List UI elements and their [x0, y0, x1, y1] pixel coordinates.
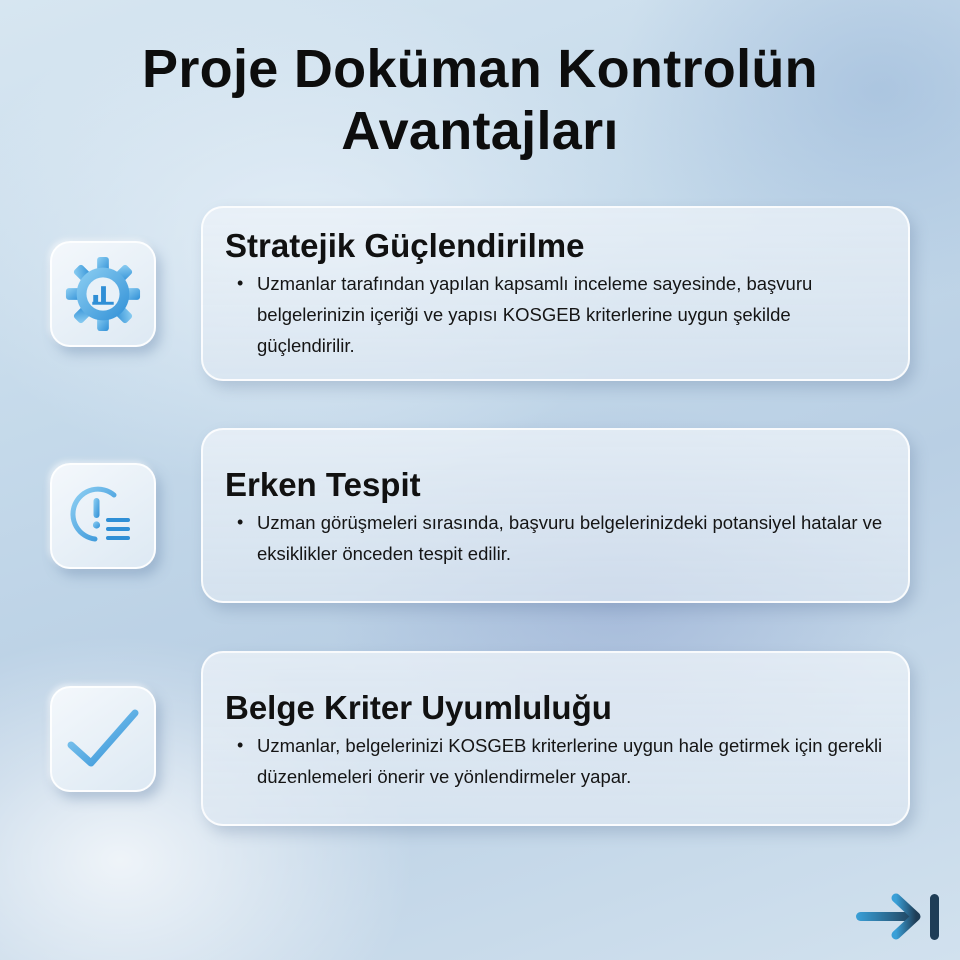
card-heading: Stratejik Güçlendirilme [225, 227, 585, 264]
gear-chart-icon [50, 241, 156, 347]
bullet-item: • Uzman görüşmeleri sırasında, başvuru belgelerinizdeki potansiyel hatalar ve eksiklikler önceden tespit edilir. [225, 507, 884, 569]
bullet-list [225, 268, 884, 361]
page-title-line1: Proje Doküman Kontrolün [142, 39, 818, 99]
alert-list-icon [50, 463, 156, 569]
card-heading: Belge Kriter Uyumluluğu [225, 689, 612, 726]
bullet-item: • Uzmanlar, belgelerinizi KOSGEB kriterlerine uygun hale getirmek için gerekli düzenlemeleri önerir ve yönlendirmeler yapar. [225, 730, 884, 792]
page-title [0, 38, 960, 162]
benefit-card-early-detection [201, 428, 910, 603]
page-title-line2: Avantajları [341, 101, 619, 161]
bullet-list [225, 730, 884, 792]
bullet-item: • Uzmanlar tarafından yapılan kapsamlı inceleme sayesinde, başvuru belgelerinizin içeriği ve yapısı KOSGEB kriterlerine uygun şekilde güçlendirilir. [225, 268, 884, 361]
arrow-right-to-bar-icon [852, 890, 944, 942]
card-heading: Erken Tespit [225, 466, 421, 503]
benefit-card-criteria-compliance [201, 651, 910, 826]
checkmark-icon [50, 686, 156, 792]
bullet-list [225, 507, 884, 569]
next-button[interactable] [850, 886, 946, 946]
benefit-card-strategic [201, 206, 910, 381]
